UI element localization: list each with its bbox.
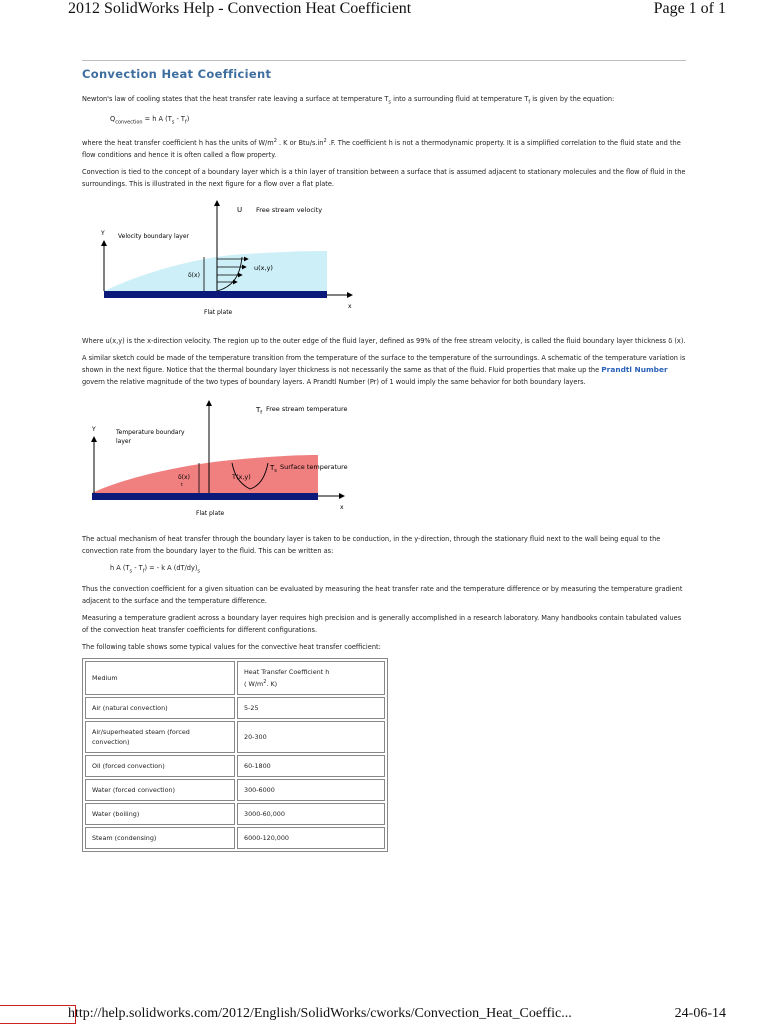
coefficient-cell: 3000-60,000 [237,803,385,825]
paragraph-velocity: Where u(x,y) is the x-direction velocity. The region up to the outer edge of the fluid layer, defined as 99% of the free stream velocity, is called the fluid boundary layer thickness δ (x). [82,336,686,345]
paragraph-newton [82,93,686,108]
y-axis-label: Y [101,229,105,237]
text: into a surrounding fluid at temperature T [391,95,529,103]
header-medium: Medium [85,661,235,695]
text: ( W/m [244,680,264,689]
surface-temperature-label: Surface temperature [280,462,348,471]
medium-cell: Air (natural convection) [85,697,235,719]
delta-label: δ(x) [188,271,200,279]
velocity-boundary-label: Velocity boundary layer [118,232,189,240]
subscript: s [388,99,392,106]
coefficient-cell: 5-25 [237,697,385,719]
footer-date: 24-06-14 [674,1006,726,1021]
article [82,60,686,852]
medium-cell: Steam (condensing) [85,827,235,849]
subscript: convection [115,119,143,126]
table-row [85,755,385,777]
text: ) [186,115,190,124]
subscript: s [129,568,133,575]
superscript: 2 [273,137,277,144]
t-xy-label: T(x,y) [232,472,251,481]
temperature-boundary-label-2: layer [116,437,132,445]
superscript: 2 [263,679,267,686]
x-axis-label: x [340,503,344,511]
heat-transfer-table [82,658,388,852]
subscript: f [528,99,531,106]
subscript: s [171,119,175,126]
text: h A (T [110,563,130,572]
paragraph-conduction: The actual mechanism of heat transfer through the boundary layer is taken to be conduction, in the y-direction, through the stationary fluid next to the wall being equal to the convection rate from the boundary layer to the fluid. This can be written as: [82,534,661,555]
text: Q [110,115,116,124]
paragraph-boundary: Convection is tied to the concept of a boundary layer which is a thin layer of transition between a surface that is assumed adjacent to stationary molecules and the flow of fluid in the surroundings. This is illustrated in the next figure for a flow over a flat plate. [82,167,686,188]
delta-t-subscript: t [181,482,183,488]
table-row [85,779,385,801]
text: govern the relative magnitude of the two types of boundary layers. A Prandtl Number (Pr) of 1 would imply the same behavior for both boundary layers. [82,377,586,386]
text: is given by the equation: [530,95,615,103]
paragraph-measurement: Measuring a temperature gradient across a boundary layer requires high precision and is generally accomplished in a research laboratory. Many handbooks contain tabulated values of the convection heat transfer coefficients for different configurations. [82,614,682,635]
thermal-boundary-region [92,455,318,493]
velocity-boundary-region [104,251,327,291]
text: Newton's law of cooling states that the heat transfer rate leaving a surface at temperature T [82,95,389,103]
header-page-number: Page 1 of 1 [653,0,726,17]
free-stream-velocity-label: Free stream velocity [256,205,323,214]
table-row [85,721,385,753]
u-infinity-label: U [237,205,243,214]
equation-convection [110,113,686,128]
text: where the heat transfer coefficient h has the units of W/m [82,138,274,147]
article-title: Convection Heat Coefficient [82,67,272,81]
medium-cell: Air/superheated steam (forced convection) [85,721,235,753]
temperature-boundary-diagram [82,393,686,533]
subscript: f [142,568,145,575]
subscript: f [184,119,187,126]
medium-cell: Water (boiling) [85,803,235,825]
page-footer [0,1002,768,1024]
y-axis-label: Y [92,425,96,433]
equation-conduction [110,562,686,577]
ts-label: $T_s$ [270,463,277,474]
medium-cell: Water (forced convection) [85,779,235,801]
coefficient-cell: 20-300 [237,721,385,753]
paragraph-units [82,135,686,161]
delta-t-label: δ(x) [178,473,190,481]
velocity-boundary-figure [82,195,686,335]
coefficient-cell: 6000-120,000 [237,827,385,849]
text: A similar sketch could be made of the temperature transition from the temperature of the surface to the temperature of the surroundings. A schematic of the temperature variation is shown in the next figure. Notice that the thermal boundary layer thickness is not necessarily the same as that of the fluid. Fluid properties that make up the [82,353,686,374]
text: - T [174,115,185,124]
x-axis-label: x [348,302,352,310]
table-row [85,803,385,825]
paragraph-table-intro: The following table shows some typical values for the convective heat transfer coefficient: [82,643,381,652]
medium-cell: Oil (forced convection) [85,755,235,777]
coefficient-cell: 60-1800 [237,755,385,777]
free-stream-temperature-label: Free stream temperature [266,404,348,413]
table-header-row [85,661,385,695]
header-title: 2012 SolidWorks Help - Convection Heat Coefficient [68,0,412,17]
paragraph-evaluation: Thus the convection coefficient for a given situation can be evaluated by measuring the heat transfer rate and the temperature difference or by measuring the temperature gradient adjacent to the surface and the temperature difference. [82,585,683,606]
header-coefficient [237,661,385,695]
table-row [85,697,385,719]
tf-label: $T_f$ [256,405,263,416]
flat-plate [92,493,318,500]
coefficient-cell: 300-6000 [237,779,385,801]
footer-url[interactable]: http://help.solidworks.com/2012/English/SolidWorks/cworks/Convection_Heat_Coeffic... [68,1006,572,1021]
temperature-boundary-label: Temperature boundary [116,428,185,436]
header-units [244,677,378,689]
flat-plate-label: Flat plate [196,509,225,517]
flat-plate-label: Flat plate [204,308,233,316]
flat-plate [104,291,327,298]
prandtl-number-link[interactable]: Prandtl Number [601,364,668,374]
superscript: 2 [323,137,327,144]
subscript: s [197,568,201,575]
page-header [0,0,768,22]
u-xy-label: u(x,y) [254,263,273,272]
velocity-boundary-diagram [82,195,686,335]
paragraph-prandtl [82,352,686,388]
text: ) = - k A (dT/dy) [144,563,198,572]
text: .F. The coefficient h is not a thermodynamic property. It is a simplified correlation to the fluid state and the flow conditions and hence it is often called a flow property. [82,138,681,159]
table-row [85,827,385,849]
text: Heat Transfer Coefficient h [244,668,330,677]
title-divider [82,60,686,61]
text: . K) [266,680,278,689]
temperature-boundary-figure [82,393,686,533]
text: - T [132,563,143,572]
text: = h A (T [142,115,172,124]
text: . K or Btu/s.in [276,138,324,147]
